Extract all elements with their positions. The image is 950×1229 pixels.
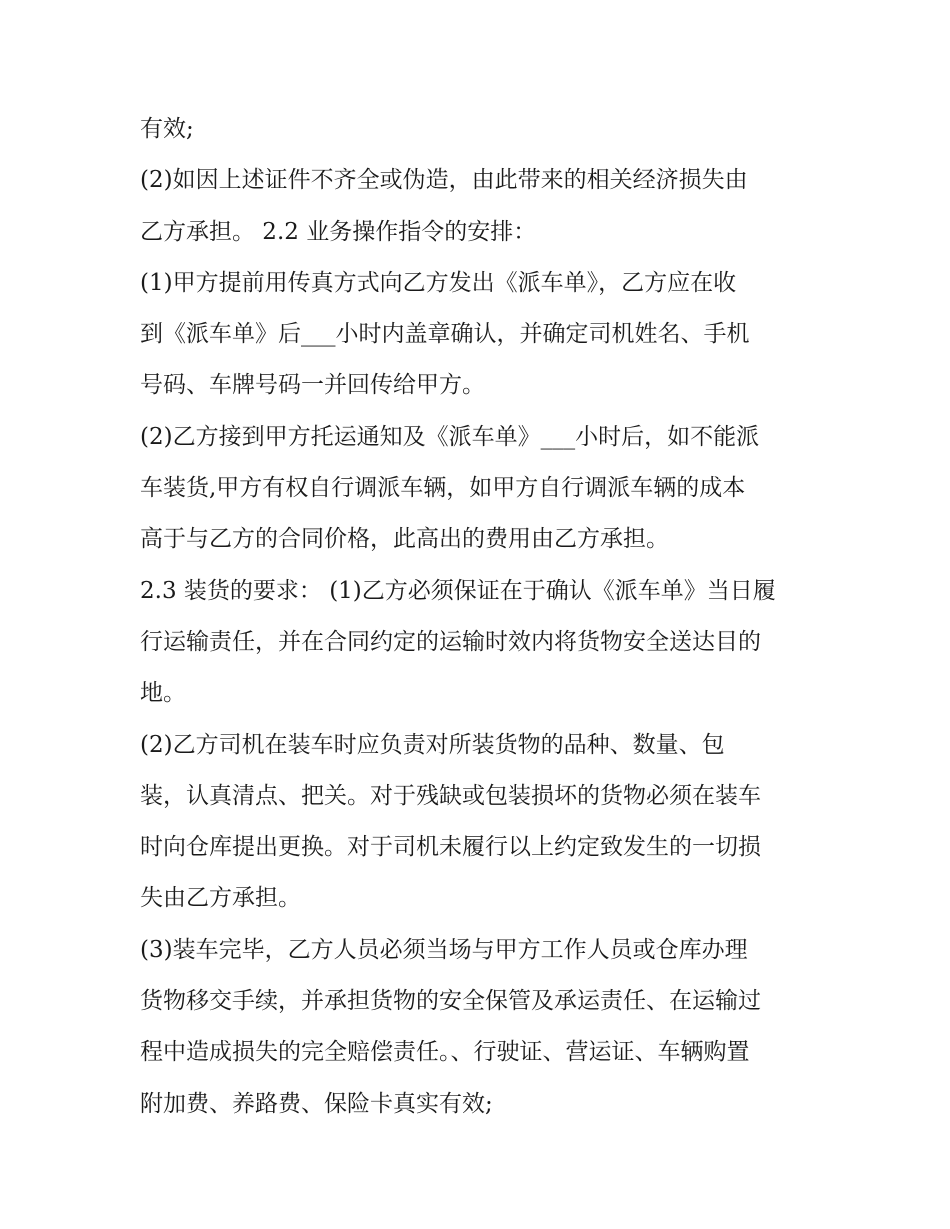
text-line: 有效; — [140, 116, 194, 142]
text-line: 高于与乙方的合同价格，此高出的费用由乙方承担。 — [140, 526, 669, 553]
text-line: 车装货,甲方有权自行调派车辆，如甲方自行调派车辆的成本 — [140, 475, 746, 502]
text-line: 货物移交手续，并承担货物的安全保管及承运责任、在运输过 — [140, 988, 761, 1015]
text-line: 时向仓库提出更换。对于司机未履行以上约定致发生的一切损 — [140, 834, 761, 861]
text-line: (2)乙方接到甲方托运通知及《派车单》___小时后，如不能派 — [140, 423, 760, 450]
document-body — [140, 104, 820, 1130]
text-line: (2)如因上述证件不齐全或伪造，由此带来的相关经济损失由 — [140, 167, 748, 194]
text-line: 失由乙方承担。 — [140, 885, 301, 912]
text-line: 行运输责任，并在合同约定的运输时效内将货物安全送达目的 — [140, 628, 761, 655]
text-line: (1)甲方提前用传真方式向乙方发出《派车单》，乙方应在收 — [140, 269, 737, 296]
text-line: 地。 — [140, 680, 186, 707]
text-line: 乙方承担。 2.2 业务操作指令的安排： — [140, 218, 537, 245]
text-line: 2.3 装货的要求： (1)乙方必须保证在于确认《派车单》当日履 — [140, 577, 776, 604]
text-line: 到《派车单》后___小时内盖章确认，并确定司机姓名、手机 — [140, 321, 750, 348]
text-line: 附加费、养路费、保险卡真实有效; — [140, 1090, 493, 1117]
text-line: (3)装车完毕，乙方人员必须当场与甲方工作人员或仓库办理 — [140, 936, 748, 963]
text-line: (2)乙方司机在装车时应负责对所装货物的品种、数量、包 — [140, 731, 725, 758]
text-line: 号码、车牌号码一并回传给甲方。 — [140, 372, 485, 399]
text-line: 程中造成损失的完全赔偿责任。、行驶证、营运证、车辆购置 — [140, 1039, 750, 1066]
text-line: 装，认真清点、把关。对于残缺或包装损坏的货物必须在装车 — [140, 782, 761, 809]
